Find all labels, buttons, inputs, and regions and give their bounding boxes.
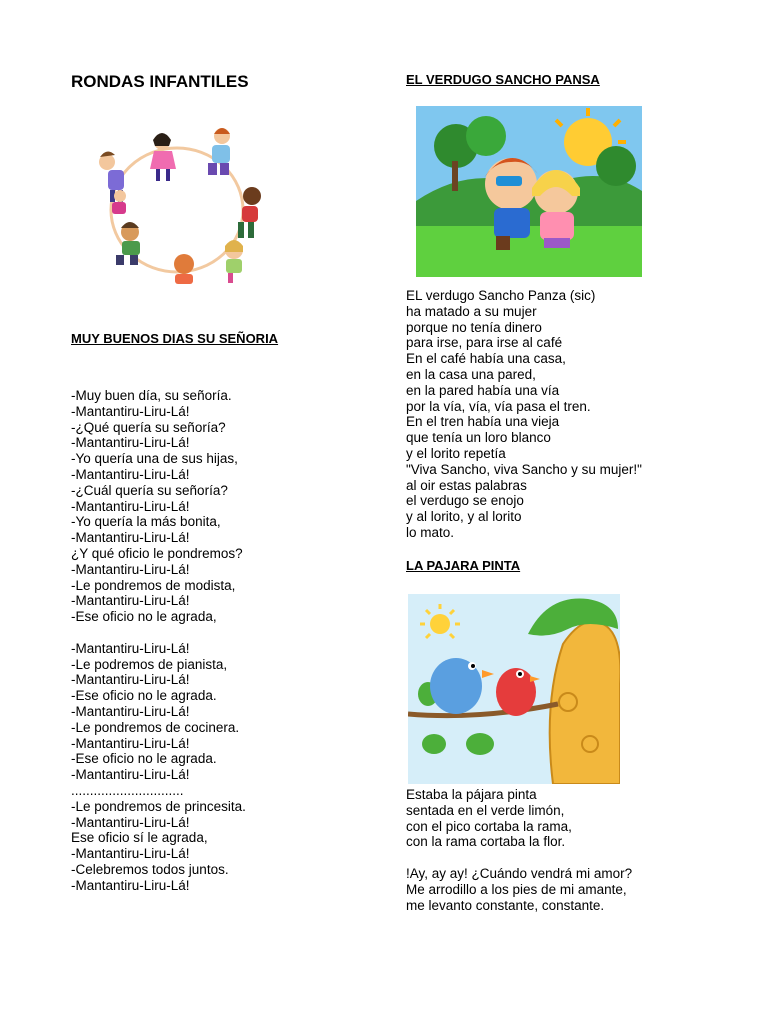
lyric-line: en la casa una pared, [406,366,536,382]
lyric-line: -Le podremos de pianista, [71,656,228,672]
lyric-line: Estaba la pájara pinta [406,787,537,802]
lyric-line: En el tren había una vieja [406,414,560,430]
lyric-line: con el pico cortaba la rama, [406,818,572,834]
lyric-line: En el café había una casa, [406,351,566,367]
lyric-line: -Mantantiru-Liru-Lá! [71,814,190,830]
stanza-gap [406,850,632,866]
lyric-line: para irse, para irse al café [406,335,563,351]
lyric-line: ha matado a su mujer [406,303,537,319]
song-lyrics-la-pajara-pinta [406,787,632,913]
lyric-line: -Muy buen día, su señoría. [71,388,232,403]
lyric-line: -¿Cuál quería su señoría? [71,482,228,498]
lyric-line: -Mantantiru-Liru-Lá! [71,593,190,609]
lyric-line: !Ay, ay ay! ¿Cuándo vendrá mi amor? [406,865,633,881]
lyric-line: -Mantantiru-Liru-Lá! [71,403,190,419]
stanza-gap [71,625,246,641]
song-heading-muy-buenos-dias: MUY BUENOS DIAS SU SEÑORIA [71,331,279,346]
song-heading-la-pajara-pinta: LA PAJARA PINTA [406,558,521,573]
birds-on-branch-illustration [408,594,620,784]
lyric-line: "Viva Sancho, viva Sancho y su mujer!" [406,461,642,477]
lyric-line: en la pared había una vía [406,382,560,398]
song-heading-el-verdugo: EL VERDUGO SANCHO PANSA [406,72,600,87]
lyric-line: -Mantantiru-Liru-Lá! [71,530,190,546]
lyric-line: -Ese oficio no le agrada, [71,609,217,625]
lyric-line: -Ese oficio no le agrada. [71,688,217,704]
lyric-line: por la vía, vía, vía pasa el tren. [406,398,591,414]
lyric-line: -Mantantiru-Liru-Lá! [71,672,190,688]
cartoon-kids-park-illustration [416,106,642,277]
lyric-line: ¿Y qué oficio le pondremos? [71,545,243,561]
lyric-line: me levanto constante, constante. [406,897,605,913]
lyric-line: -Mantantiru-Liru-Lá! [71,767,190,783]
lyric-line: con la rama cortaba la flor. [406,834,566,850]
lyric-line: -Mantantiru-Liru-Lá! [71,640,190,656]
lyric-line: el verdugo se enojo [406,493,524,509]
lyric-line: -Le pondremos de modista, [71,577,236,593]
lyric-line: -¿Qué quería su señoría? [71,419,226,435]
lyric-line: -Mantantiru-Liru-Lá! [71,735,190,751]
lyric-line: -Mantantiru-Liru-Lá! [71,703,190,719]
lyric-line: -Le pondremos de princesita. [71,798,246,814]
lyric-line: que tenía un loro blanco [406,430,551,446]
song-lyrics-el-verdugo [406,288,642,541]
lyric-line: -Ese oficio no le agrada. [71,751,217,767]
lyric-line: -Le pondremos de cocinera. [71,719,240,735]
lyric-line: lo mato. [406,524,455,540]
lyric-line: Me arrodillo a los pies de mi amante, [406,881,627,897]
page-title: RONDAS INFANTILES [71,72,249,91]
lyric-line: sentada en el verde limón, [406,802,565,818]
lyric-line: y el lorito repetía [406,445,506,461]
song-lyrics-muy-buenos-dias [71,388,246,894]
lyric-line: -Mantantiru-Liru-Lá! [71,846,190,862]
lyric-line: -Mantantiru-Liru-Lá! [71,435,190,451]
lyric-line: al oir estas palabras [406,477,527,493]
children-ring-illustration [92,124,267,289]
lyric-line: -Celebremos todos juntos. [71,861,229,877]
lyric-line: -Mantantiru-Liru-Lá! [71,877,190,893]
lyric-line: Ese oficio sí le agrada, [71,830,208,846]
lyric-line: EL verdugo Sancho Panza (sic) [406,288,596,303]
lyric-line: -Yo quería una de sus hijas, [71,451,238,467]
lyric-line: porque no tenía dinero [406,319,542,335]
lyric-line: -Mantantiru-Liru-Lá! [71,561,190,577]
lyric-line: -Yo quería la más bonita, [71,514,221,530]
lyric-line: y al lorito, y al lorito [406,509,522,525]
lyric-line: -Mantantiru-Liru-Lá! [71,498,190,514]
lyric-line: -Mantantiru-Liru-Lá! [71,466,190,482]
lyric-line: .............................. [71,782,184,798]
